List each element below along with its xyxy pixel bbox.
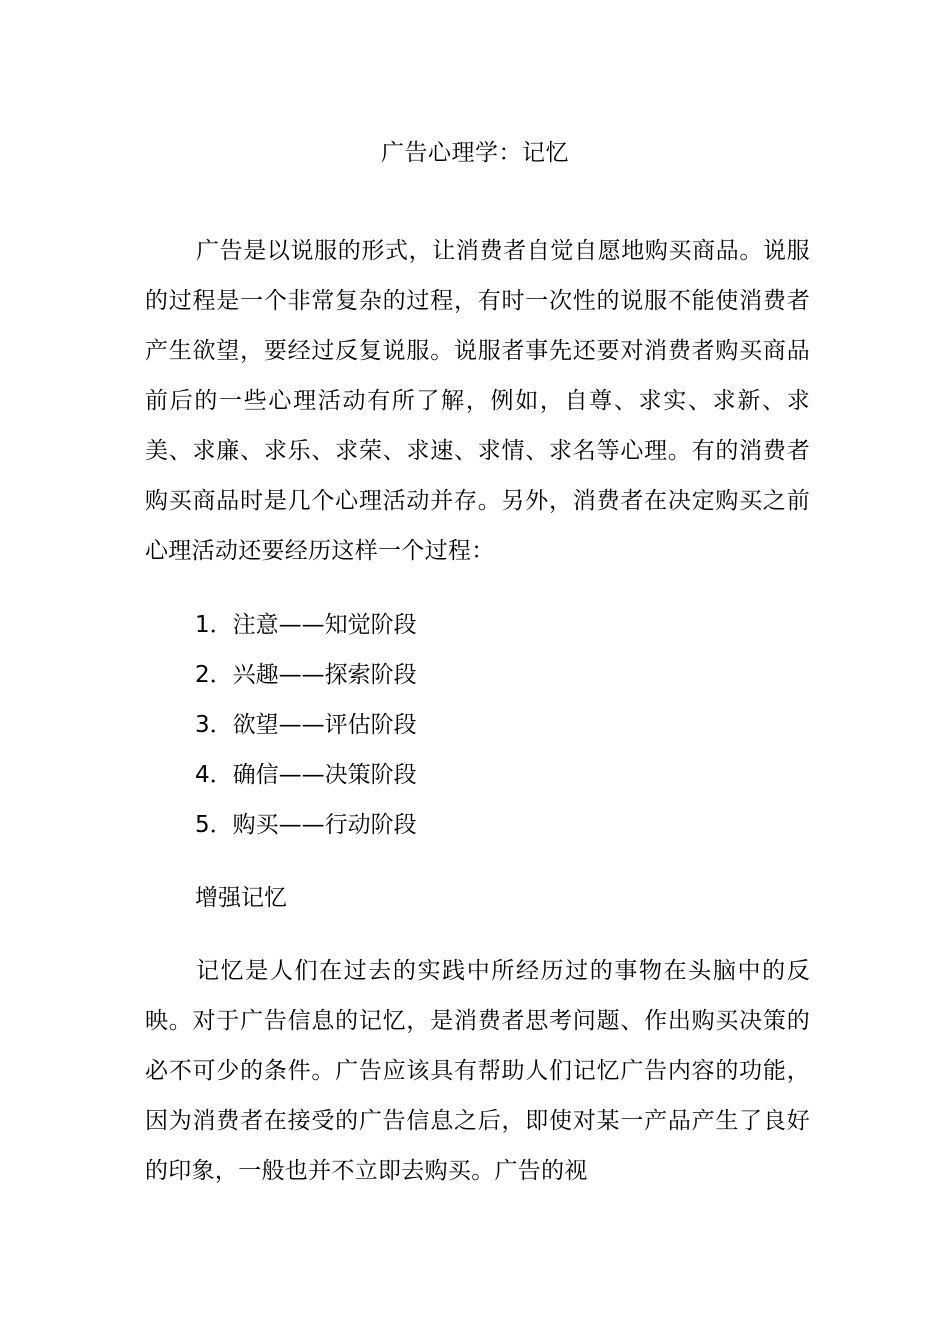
list-item: 4．确信——决策阶段 xyxy=(195,762,417,788)
intro-paragraph: 广告是以说服的形式，让消费者自觉自愿地购买商品。说服的过程是一个非常复杂的过程，有时一次性的说服不能使消费者产生欲望，要经过反复说服。说服者事先还要对消费者购买商品前后的一些心理活动有所了解，例如，自尊、求实、求新、求美、求廉、求乐、求荣、求速、求情、求名等心理。有的消费者购买商品时是几个心理活动并存。另外，消费者在决定购买之前心理活动还要经历这样一个过程： xyxy=(145,238,810,564)
purchase-stages-list xyxy=(195,600,417,850)
section-heading: 增强记忆 xyxy=(195,885,287,911)
list-item: 3．欲望——评估阶段 xyxy=(195,712,417,738)
list-item: 5．购买——行动阶段 xyxy=(195,812,417,838)
memory-paragraph: 记忆是人们在过去的实践中所经历过的事物在头脑中的反映。对于广告信息的记忆，是消费者思考问题、作出购买决策的必不可少的条件。广告应该具有帮助人们记忆广告内容的功能，因为消费者在接受的广告信息之后，即使对某一产品产生了良好的印象，一般也并不立即去购买。广告的视 xyxy=(145,958,810,1184)
list-item: 2．兴趣——探索阶段 xyxy=(195,662,417,688)
list-item: 1．注意——知觉阶段 xyxy=(195,612,417,638)
document-title: 广告心理学：记忆 xyxy=(381,140,569,166)
